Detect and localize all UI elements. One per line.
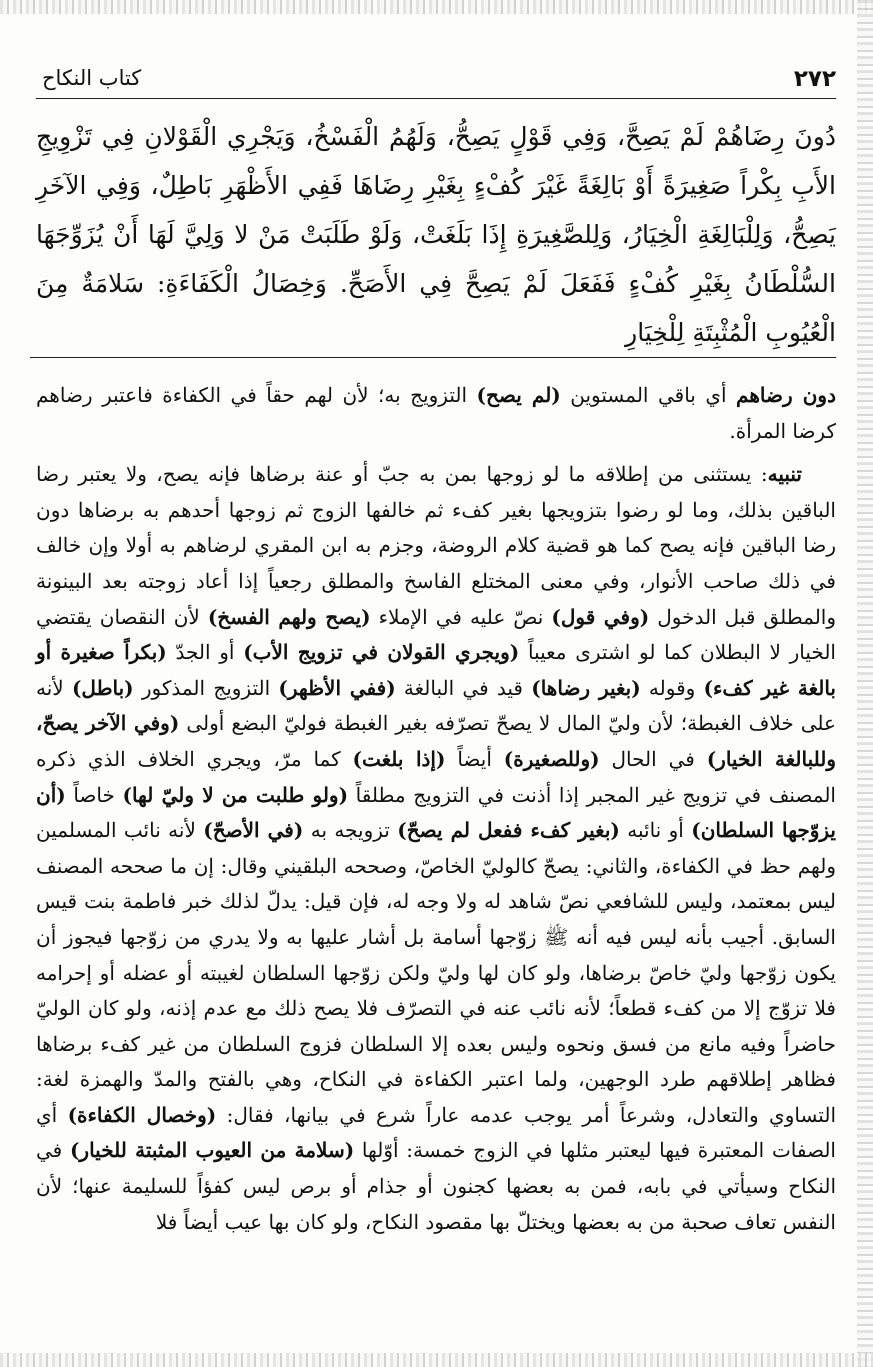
commentary <box>36 378 836 1248</box>
quoted-matn: (أن يزوّجها السلطان) <box>36 782 836 843</box>
quoted-matn: (باطل) <box>71 675 134 700</box>
quoted-matn: (بكراً صغيرة أو بالغة غير كفء) <box>36 640 836 700</box>
quoted-matn: (بغير رضاها) <box>531 675 641 700</box>
quoted-matn: (بغير كفء ففعل لم يصحّ) <box>397 818 620 843</box>
commentary-text: في النكاح وسيأتي في بابه، فمن به بعضها كجنون أو جذام أو برص ليس كفؤاً للسليمة عنها؛ لأن النفس تعاف صحبة من به بعضها ويختلّ بها مقصود النكاح، ولو كان بها عيب أيضاً فلا <box>36 1138 836 1234</box>
right-border-ornament <box>857 0 873 1367</box>
quoted-matn: (وللصغيرة) <box>503 746 600 771</box>
main-text-paragraph: دُونَ رِضَاهُمْ لَمْ يَصِحَّ، وَفِي قَوْلٍ يَصِحُّ، وَلَهُمُ الْفَسْخُ، وَيَجْرِي الْقَوْلانِ فِي تَزْوِيجِ الأَبِ بِكْراً صَغِيرَةً أَوْ بَالِغَةً غَيْرَ كُفْءٍ بِغَيْرِ رِضَاهَا فَفِي الأَظْهَرِ بَاطِلٌ، وَفِي الآخَرِ يَصِحُّ، وَلِلْبَالِغَةِ الْخِيَارُ، وَلِلصَّغِيرَةِ إِذَا بَلَغَتْ، وَلَوْ طَلَبَتْ مَنْ لا وَلِيَّ لَهَا أَنْ يُزَوِّجَهَا السُّلْطَانُ بِغَيْرِ كُفْءٍ فَفَعَلَ لَمْ يَصِحَّ فِي الأَصَحِّ. وَخِصَالُ الْكَفَاءَةِ: سَلامَةٌ مِنَ الْعُيُوبِ الْمُثْبِتَةِ لِلْخِيَارِ <box>36 122 836 347</box>
commentary-text: أو الجدّ <box>166 640 244 665</box>
quoted-matn: (إذا بلغت) <box>352 746 446 771</box>
quoted-matn: (سلامة من العيوب المثبتة للخيار) <box>69 1138 355 1163</box>
bottom-border-ornament <box>0 1353 873 1367</box>
commentary-text: نصّ عليه في الإملاء <box>370 604 552 629</box>
commentary-text: خاصاً <box>65 782 123 807</box>
quoted-matn: (وفي قول) <box>551 604 650 629</box>
separator-rule <box>30 357 836 358</box>
quoted-matn: (في الأصحّ) <box>203 818 304 843</box>
commentary-text: : يستثنى من إطلاقه ما لو زوجها بمن به جبّ أو عنة برضاها فإنه يصح، ولا يعتبر رضا الباقين بذلك، وما لو رضوا بتزويجها بغير كفء ثم خالفها الزوج ثم زوجها أحدهم به برضاها دون رضا الباقين فإنه يصح كما هو قضية كلام الروضة، وجزم به ابن المقري لرضاهم به أولا وإن خالف في ذلك صاحب الأنوار، وفي معنى المختلع الفاسخ والمطلق رجعياً إذا أعاد زوجته بعد البينونة والمطلق قبل الدخول <box>36 462 837 629</box>
commentary-text: كما مرّ، ويجري الخلاف الذي ذكره المصنف في تزويج غير المجبر إذا أذنت في التزويج مطلقاً <box>36 746 836 807</box>
quoted-matn: تنبيه <box>767 462 802 487</box>
commentary-paragraph-2 <box>36 457 836 1240</box>
commentary-text: وقوله <box>640 675 704 700</box>
quoted-matn: (وخصال الكفاءة) <box>67 1102 217 1127</box>
quoted-matn: (وفي الآخر يصحّ، وللبالغة الخيار) <box>36 711 836 771</box>
quoted-matn: (ففي الأظهر) <box>278 675 396 700</box>
quoted-matn: (ويجري القولان في تزويج الأب) <box>243 640 520 665</box>
page-number: ٢٧٢ <box>793 66 836 92</box>
commentary-text: لأنه نائب المسلمين ولهم حظ في الكفاءة، والثاني: يصحّ كالوليّ الخاصّ، وصححه البلقيني وقال: إن ما صححه المصنف ليس بمعتمد، وليس للشافعي نصّ شاهد له ولا وجه له، فإن قيل: يدلّ لذلك خبر فاطمة بنت قيس السابق. أجيب بأنه ليس فيه أنه ﷺ زوّجها أسامة بل أشار عليها به ولا يدري من زوّجها فيجوز أن يكون زوّجها وليّ خاصّ برضاها، ولو كان لها وليّ ولكن زوّجها السلطان لغيبته أو عضله أو إحرامه فلا تزوّج إلا من كفء قطعاً؛ لأنه نائب عنه في التصرّف فلا يصح ذلك مع عدم إذنه، ولو كان الوليّ حاضراً وفيه مانع من فسق ونحوه وليس بعده إلا السلطان فزوج السلطان من غير كفء برضاها فظاهر إطلاقهم طرد الوجهين، ولما اعتبر الكفاءة في النكاح، وهي بالفتح والمدّ والهمزة لغة: التساوي والتعادل، وشرعاً أمر يوجب عدمه عاراً شرع في بيانها، فقال: <box>36 818 836 1127</box>
main-text <box>36 112 836 357</box>
commentary-text: قيد في البالغة <box>395 675 532 700</box>
quoted-matn: (ولو طلبت من لا وليّ لها) <box>122 782 349 807</box>
commentary-text: تزويجه به <box>303 818 398 843</box>
quoted-matn: (لم يصح) <box>476 383 561 407</box>
running-title: كتاب النكاح <box>42 66 142 90</box>
commentary-text: أي الصفات المعتبرة فيها ليعتبر مثلها في الزوج خمسة: أوّلها <box>36 1102 836 1163</box>
commentary-text: التزويج به؛ لأن لهم حقاً في الكفاءة فاعتبر رضاهم كرضا المرأة. <box>36 383 836 443</box>
commentary-text: أيضاً <box>445 746 504 771</box>
quoted-matn: دون رضاهم <box>736 383 836 407</box>
top-border-ornament <box>0 0 873 14</box>
commentary-paragraph-1 <box>36 378 836 449</box>
commentary-text: أو نائبه <box>619 818 692 843</box>
commentary-text: في الحال <box>599 746 707 771</box>
commentary-text: التزويج المذكور <box>133 675 279 700</box>
quoted-matn: (يصح ولهم الفسخ) <box>207 604 371 629</box>
commentary-text: لأنه على خلاف الغبطة؛ لأن وليّ المال لا يصحّ تصرّفه بغير الغبطة فوليّ البضع أولى <box>36 675 836 736</box>
page-header <box>36 58 836 99</box>
commentary-text: لأن النقصان يقتضي الخيار لا البطلان كما لو اشترى معيباً <box>36 604 836 665</box>
commentary-text: أي باقي المستوين <box>560 383 737 407</box>
